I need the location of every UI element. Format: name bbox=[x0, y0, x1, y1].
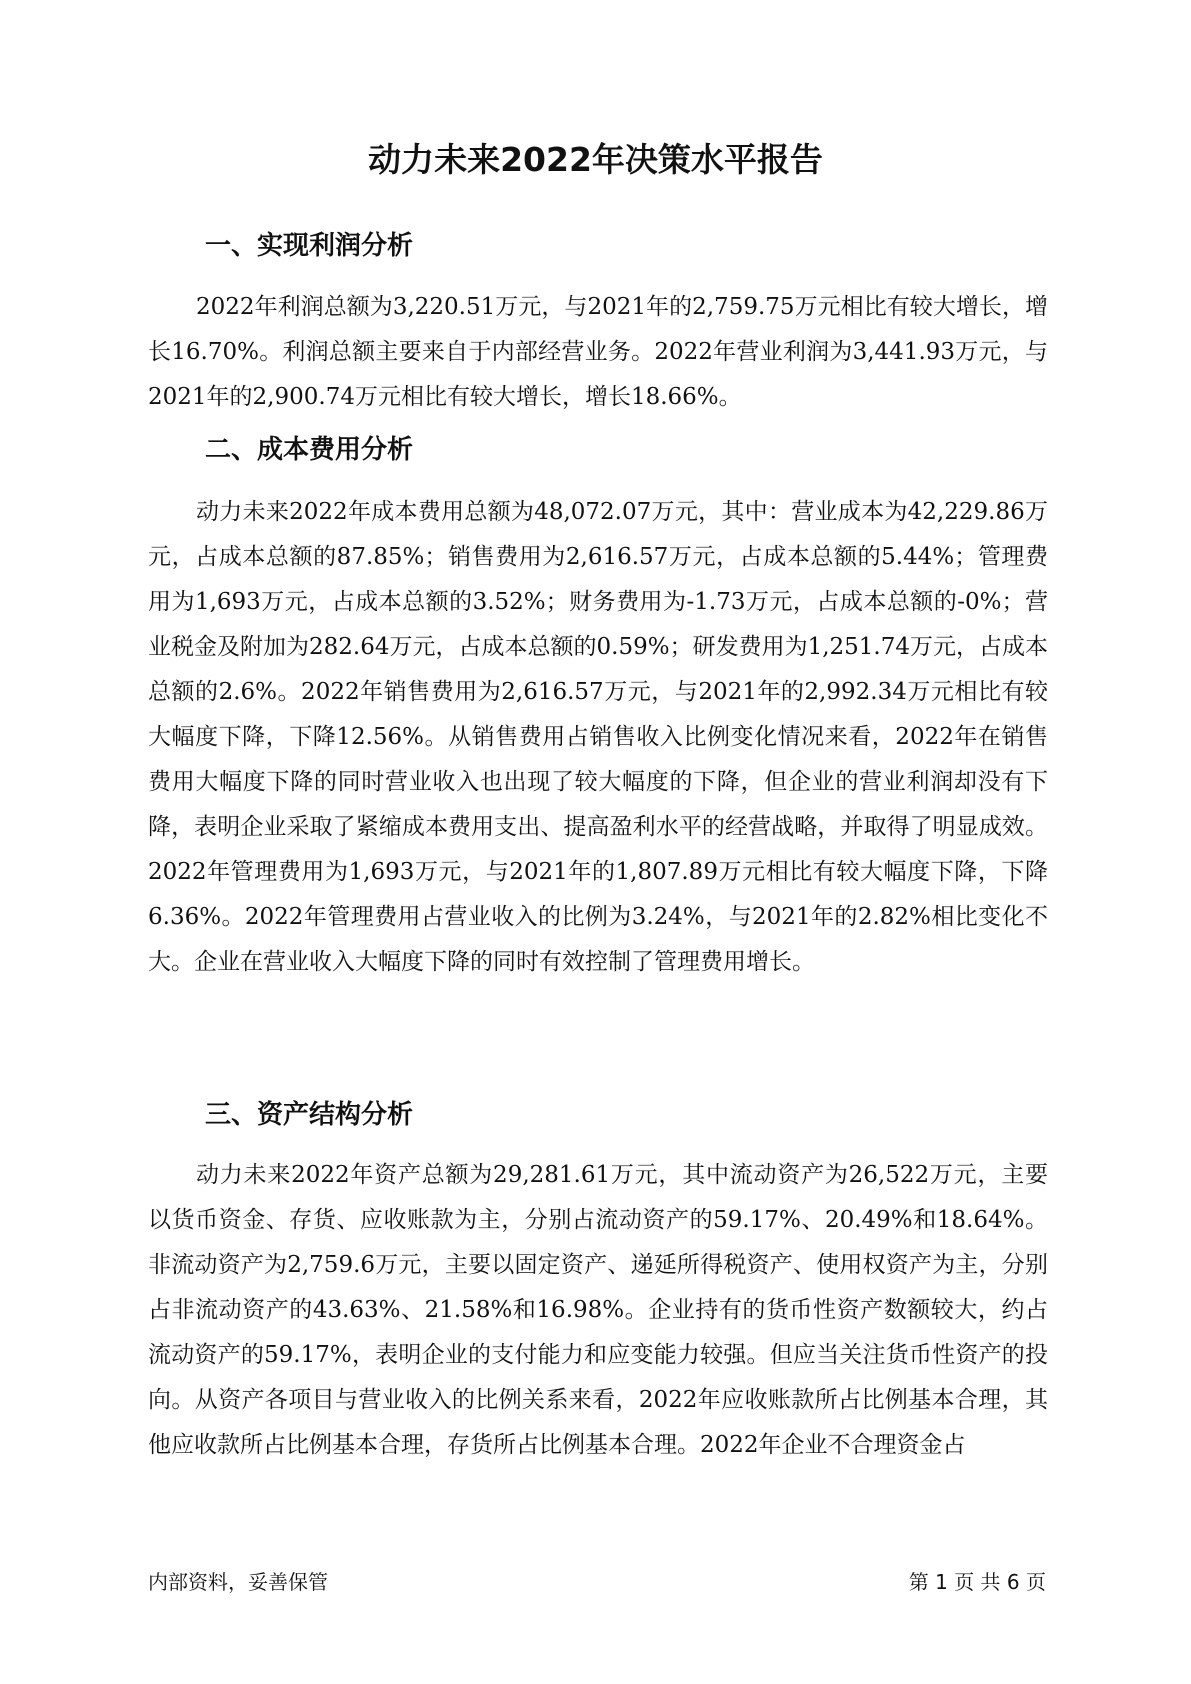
document-title: 动力未来2022年决策水平报告 bbox=[368, 140, 823, 179]
footer-confidential-note: 内部资料，妥善保管 bbox=[148, 1570, 328, 1594]
footer-page-number: 第 1 页 共 6 页 bbox=[908, 1570, 1046, 1594]
section-heading-profit: 一、实现利润分析 bbox=[205, 231, 414, 261]
section-paragraph-assets: 动力未来2022年资产总额为29,281.61万元，其中流动资产为26,522万元，主要以货币资金、存货、应收账款为主，分别占流动资产的59.17%、20.49%和18.64%。非流动资产为2,759.6万元，主要以固定资产、递延所得税资产、使用权资产为主，分别占非流动资产的43.63%、21.58%和16.98%。企业持有的货币性资产数额较大，约占流动资产的59.17%，表明企业的支付能力和应变能力较强。但应当关注货币性资产的投向。从资产各项目与营业收入的比例关系来看，2022年应收账款所占比例基本合理，其他应收款所占比例基本合理，存货所占比例基本合理。2022年企业不合理资金占 bbox=[148, 1162, 1048, 1458]
section-paragraph-profit: 2022年利润总额为3,220.51万元，与2021年的2,759.75万元相比有较大增长，增长16.70%。利润总额主要来自于内部经营业务。2022年营业利润为3,441.93万元，与2021年的2,900.74万元相比有较大增长，增长18.66%。 bbox=[148, 294, 1048, 410]
section-heading-assets: 三、资产结构分析 bbox=[205, 1100, 414, 1130]
section-paragraph-cost: 动力未来2022年成本费用总额为48,072.07万元，其中：营业成本为42,229.86万元，占成本总额的87.85%；销售费用为2,616.57万元，占成本总额的5.44%；管理费用为1,693万元，占成本总额的3.52%；财务费用为-1.73万元，占成本总额的-0%；营业税金及附加为282.64万元，占成本总额的0.59%；研发费用为1,251.74万元，占成本总额的2.6%。2022年销售费用为2,616.57万元，与2021年的2,992.34万元相比有较大幅度下降，下降12.56%。从销售费用占销售收入比例变化情况来看，2022年在销售费用大幅度下降的同时营业收入也出现了较大幅度的下降，但企业的营业利润却没有下降，表明企业采取了紧缩成本费用支出、提高盈利水平的经营战略，并取得了明显成效。2022年管理费用为1,693万元，与2021年的1,807.89万元相比有较大幅度下降，下降6.36%。2022年管理费用占营业收入的比例为3.24%，与2021年的2.82%相比变化不大。企业在营业收入大幅度下降的同时有效控制了管理费用增长。 bbox=[148, 499, 1048, 975]
section-heading-cost: 二、成本费用分析 bbox=[205, 435, 414, 465]
